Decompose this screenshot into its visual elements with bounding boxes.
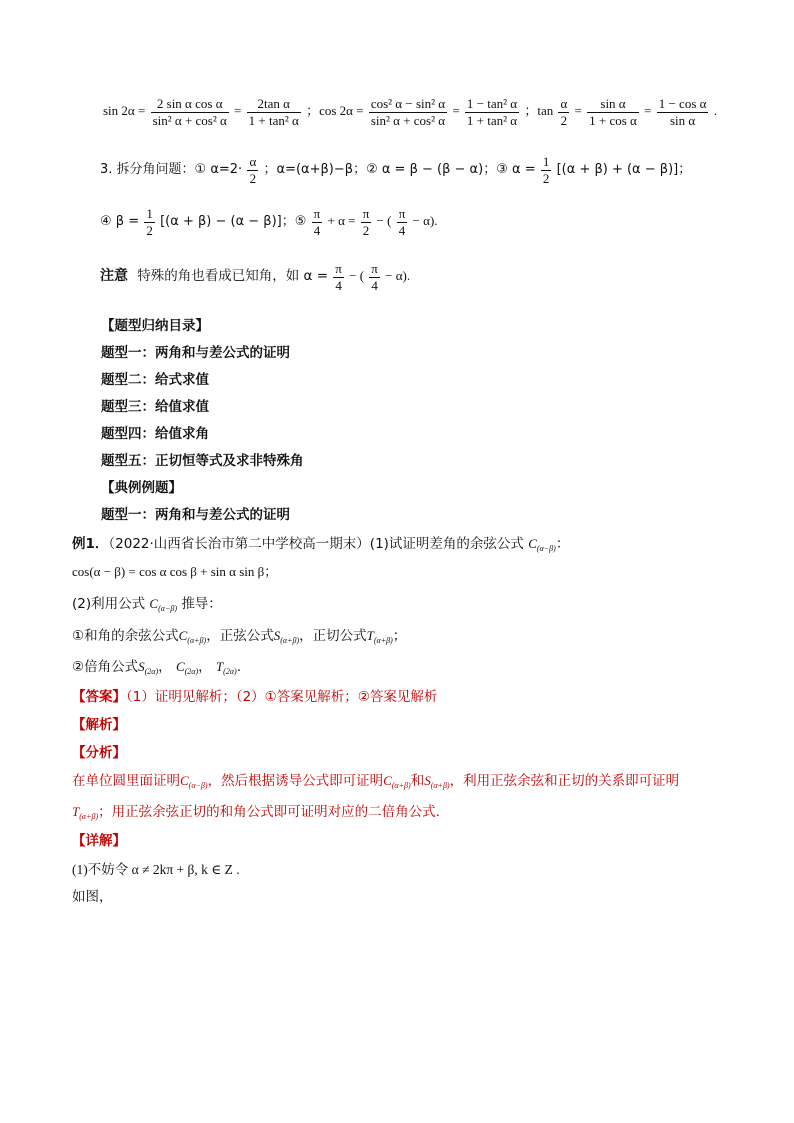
- examples-heading: 【典例例题】: [101, 480, 182, 496]
- section-title: 题型一：两角和与差公式的证明: [101, 507, 290, 523]
- fraction: $\frac{\text{2tan α}}{\text{1 + tan² α}}$: [248, 96, 299, 128]
- fraction: $\frac{1}{2}$: [542, 154, 550, 186]
- formula-text: sin 2α =: [103, 103, 146, 119]
- fraction: $\frac{\alpha}{2}$: [249, 154, 257, 186]
- note-label: 注意: [100, 268, 128, 285]
- fenxi-label: 【分析】: [72, 745, 126, 761]
- analysis-text-line-2: $T_{(\alpha+\beta)}$；用正弦余弦正切的和角公式即可证明对应的二倍角公式.: [72, 804, 440, 821]
- fraction: $\frac{\text{2 sin α cos α}}{\text{sin² α + cos² α}}$: [152, 96, 227, 128]
- catalog-item: 题型二：给式求值: [101, 372, 209, 388]
- analysis-text-line-1: 在单位圆里面证明$C_{(\alpha-\beta)}$，然后根据诱导公式即可证明$C_{(\alpha+\beta)}$和$S_{(\alpha+\beta)}$，利用正弦余弦和正切的关系即可证明: [72, 773, 680, 790]
- fraction: $\frac{\pi}{4}$: [313, 206, 321, 238]
- split-angle-line-2: ④ β = $\frac{1}{2}$ [(α + β) − (α − β)]；⑤ $\frac{\pi}{4}$ + α = $\frac{\pi}{2}$ − ( $\frac{\pi}{4}$ − α).: [100, 206, 438, 238]
- catalog-item: 题型一：两角和与差公式的证明: [101, 345, 290, 361]
- fraction: $\frac{\pi}{4}$: [335, 261, 342, 293]
- fraction: $\frac{1}{2}$: [146, 206, 153, 238]
- example-1-header: 例1．（2022·山西省长治市第二中学校高一期末）(1)试证明差角的余弦公式 $C_{(\alpha-\beta)}$：: [72, 536, 570, 553]
- double-angle-formulas: sin 2α = $\frac{\text{2 sin α cos α}}{\text{sin² α + cos² α}}$ = $\frac{\text{2tan α}}{\text{1 + tan² α}}$ ；cos 2α = $\frac{\text{cos² α − sin² α}}{\text{sin² α + cos² α}}$ = $\frac{\text{1 − tan² α}}{\text{1 + tan² α}}$ ；tan $\frac{\alpha}{2}$ = $\frac{\text{sin α}}{\text{1 + cos α}}$ = $\frac{\text{1 − cos α}}{\text{sin α}}$ .: [103, 96, 717, 128]
- fraction: $\frac{\pi}{2}$: [362, 206, 370, 238]
- fraction: $\frac{\text{sin α}}{\text{1 + cos α}}$: [589, 96, 637, 128]
- detail-line-2: 如图，: [72, 889, 113, 905]
- fraction: $\frac{\pi}{4}$: [398, 206, 406, 238]
- example-1-sub-2: ②倍角公式$S_{(2\alpha)}$， $C_{(2\alpha)}$， $T_{(2\alpha)}$.: [72, 659, 241, 676]
- answer-line: 【答案】（1）证明见解析；（2）①答案见解析；②答案见解析: [72, 689, 438, 705]
- analysis-label: 【解析】: [72, 717, 126, 733]
- detail-label: 【详解】: [72, 833, 126, 849]
- catalog-heading: 【题型归纳目录】: [101, 318, 209, 334]
- note-line: 注意 特殊的角也看成已知角，如 α = $\frac{\pi}{4}$ − ( $\frac{\pi}{4}$ − α).: [100, 261, 411, 293]
- catalog-item: 题型五：正切恒等式及求非特殊角: [101, 453, 304, 469]
- fraction: $\frac{\alpha}{2}$: [560, 96, 568, 128]
- example-label: 例1．: [72, 536, 109, 552]
- example-1-sub-1: ①和角的余弦公式$C_{(\alpha+\beta)}$，正弦公式$S_{(\alpha+\beta)}$，正切公式$T_{(\alpha+\beta)}$；: [72, 628, 407, 645]
- catalog-item: 题型四：给值求角: [101, 426, 209, 442]
- fraction: $\frac{\text{1 − cos α}}{\text{sin α}}$: [658, 96, 707, 128]
- cosine-difference-formula: cos(α − β) = cos α cos β + sin α sin β；: [72, 564, 278, 579]
- answer-label: 【答案】: [72, 689, 126, 705]
- split-angle-line-1: 3. 拆分角问题：① α=2· $\frac{\alpha}{2}$ ；α=(α+β)−β；② α = β − (β − α)；③ α = $\frac{1}{2}$ [(α + β) + (α − β)]；: [100, 154, 692, 186]
- example-1-part-2: (2)利用公式 $C_{(\alpha-\beta)}$ 推导：: [72, 596, 222, 613]
- catalog-item: 题型三：给值求值: [101, 399, 209, 415]
- detail-line-1: (1)不妨令 α ≠ 2kπ + β, k ∈ Z .: [72, 862, 240, 877]
- fraction: $\frac{\text{1 − tan² α}}{\text{1 + tan² α}}$: [466, 96, 518, 128]
- fraction: $\frac{\text{cos² α − sin² α}}{\text{sin² α + cos² α}}$: [370, 96, 446, 128]
- fraction: $\frac{\pi}{4}$: [371, 261, 378, 293]
